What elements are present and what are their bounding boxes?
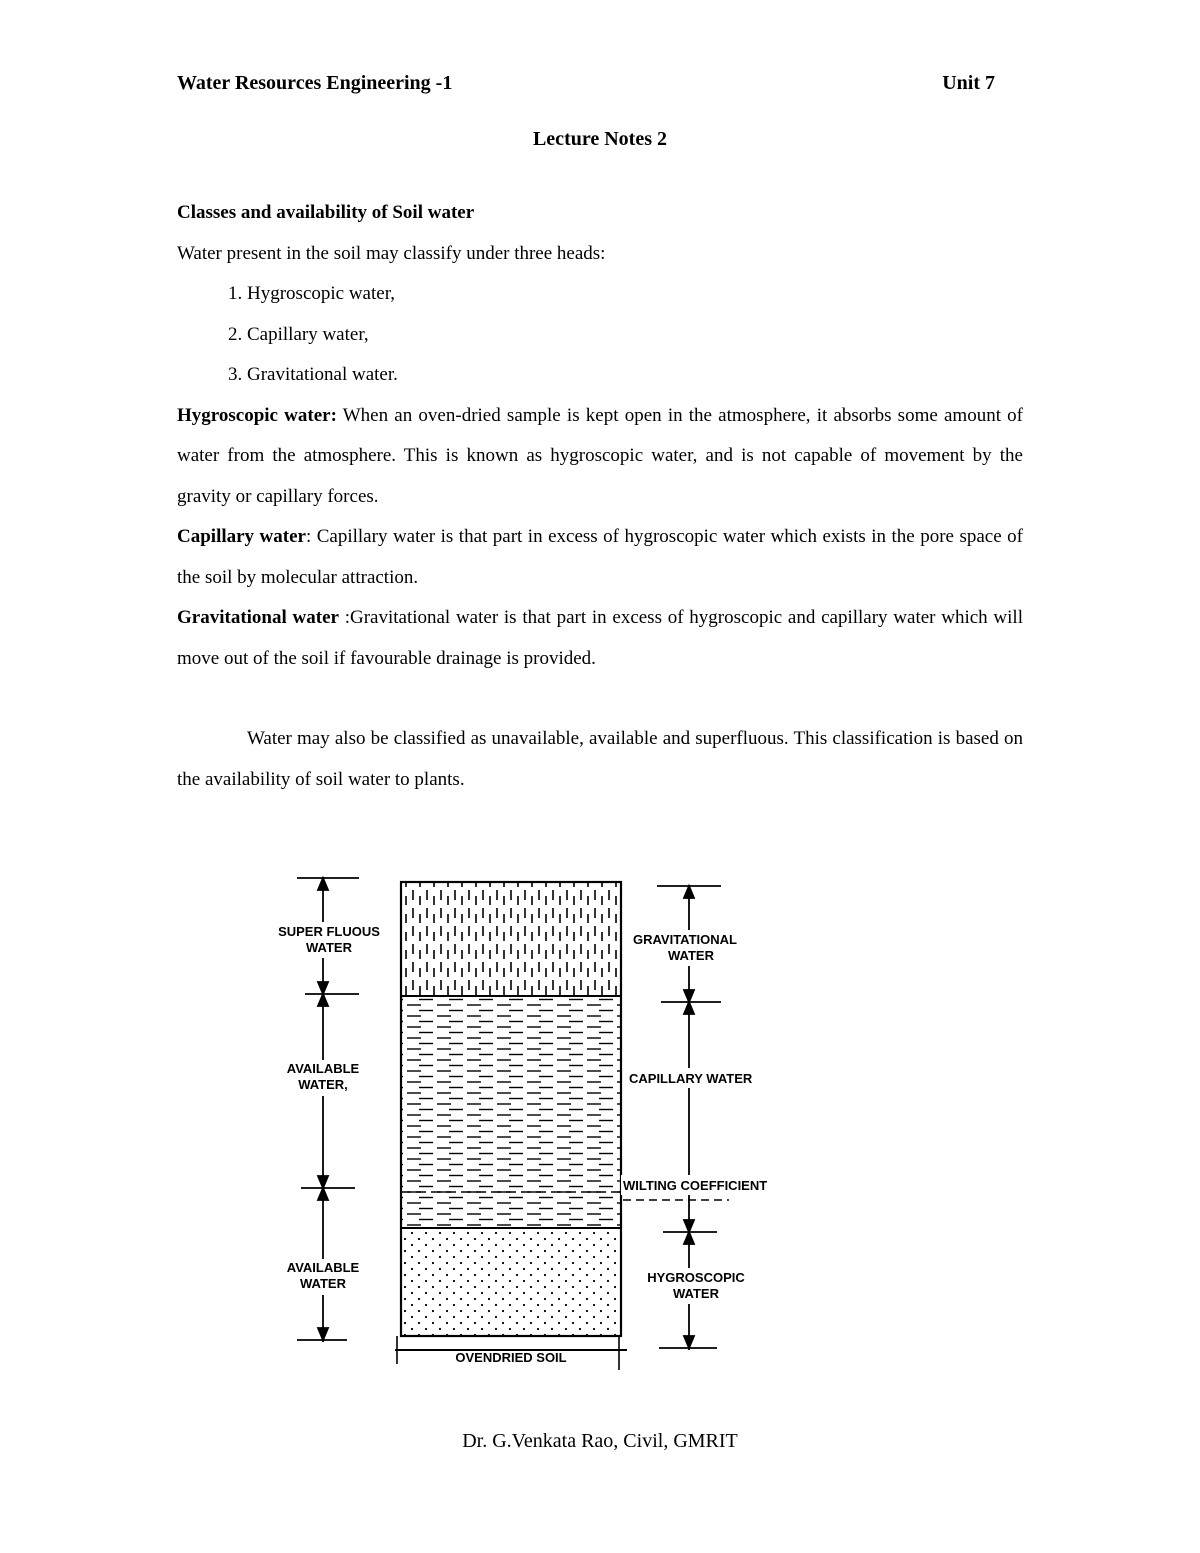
wilting-coefficient-label: WILTING COEFFICIENT [623, 1178, 768, 1193]
unavailable-water-label: WATER [300, 1276, 346, 1291]
superfluous-label: SUPER FLUOUS [278, 924, 380, 939]
definition-term: Gravitational water [177, 607, 339, 628]
definition-hygroscopic [177, 396, 1023, 518]
soil-water-diagram [255, 870, 825, 1380]
superfluous-label: WATER [306, 940, 352, 955]
diagram-svg [255, 870, 825, 1380]
classification-text: Water may also be classified as unavailable, available and superfluous. This classification is based on the availability of soil water to plants. [177, 728, 1023, 790]
definition-capillary [177, 517, 1023, 598]
gravitational-water-label: GRAVITATIONAL [633, 932, 737, 947]
list-item: 1. Hygroscopic water, [228, 283, 396, 304]
definition-text: :Gravitational water is that part in excess of hygroscopic and capillary water which will move out of the soil if favourable drainage is provided. [177, 607, 1023, 669]
course-title: Water Resources Engineering -1 [177, 72, 453, 94]
definition-term: Hygroscopic water: [177, 404, 337, 426]
gravitational-zone [401, 882, 621, 996]
capillary-water-label: CAPILLARY WATER [629, 1071, 753, 1086]
definition-text: When an oven-dried sample is kept open in the atmosphere, it absorbs some amount of water from the atmosphere. This is known as hygroscopic water, and is not capable of movement by the gravity or capillary forces. [177, 404, 1023, 507]
definition-text: : Capillary water is that part in excess of hygroscopic water which exists in the pore space of the soil by molecular attraction. [177, 526, 1023, 588]
spacer [177, 679, 1023, 719]
lecture-title: Lecture Notes 2 [532, 128, 668, 150]
main-content [177, 193, 1023, 800]
list-item: 3. Gravitational water. [228, 364, 398, 385]
page-footer: Dr. G.Venkata Rao, Civil, GMRIT [462, 1430, 738, 1452]
intro-text: Water present in the soil may classify under three heads: [177, 242, 606, 264]
ovendried-soil-label: OVENDRIED SOIL [455, 1350, 567, 1365]
available-water-label: WATER, [298, 1077, 348, 1092]
hygroscopic-zone [401, 1228, 621, 1336]
water-class-list [177, 274, 1023, 396]
definition-gravitational [177, 598, 1023, 679]
hygroscopic-water-label: WATER [673, 1286, 719, 1301]
section-heading: Classes and availability of Soil water [177, 202, 475, 223]
list-item: 2. Capillary water, [228, 323, 369, 345]
unavailable-water-label: AVAILABLE [286, 1260, 360, 1275]
hygroscopic-water-label: HYGROSCOPIC [647, 1270, 745, 1285]
gravitational-water-label: WATER [668, 948, 714, 963]
unit-label: Unit 7 [942, 72, 995, 94]
definition-term: Capillary water [177, 526, 306, 547]
available-water-label: AVAILABLE [286, 1061, 360, 1076]
capillary-zone [401, 996, 621, 1228]
